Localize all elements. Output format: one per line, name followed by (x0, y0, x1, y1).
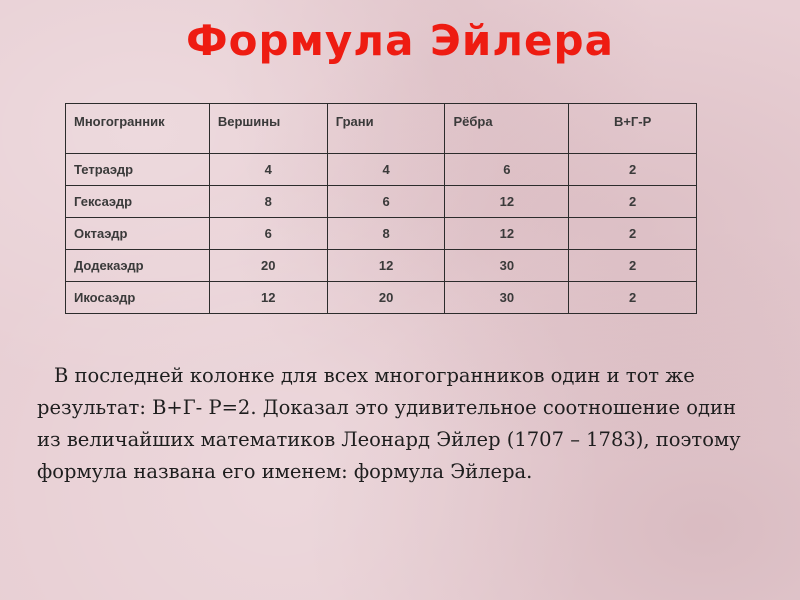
cell-vertices: 4 (209, 154, 327, 186)
cell-edges: 12 (445, 218, 569, 250)
cell-faces: 8 (327, 218, 445, 250)
table-body (66, 154, 697, 314)
cell-vertices: 12 (209, 282, 327, 314)
header-vertices: Вершины (209, 104, 327, 154)
cell-polyhedron: Додекаэдр (66, 250, 210, 282)
header-polyhedron: Многогранник (66, 104, 210, 154)
cell-polyhedron: Тетраэдр (66, 154, 210, 186)
header-euler-sum: В+Г-Р (569, 104, 697, 154)
table-row (66, 250, 697, 282)
header-edges: Рёбра (445, 104, 569, 154)
cell-euler-sum: 2 (569, 250, 697, 282)
table-row (66, 282, 697, 314)
cell-edges: 6 (445, 154, 569, 186)
header-faces: Грани (327, 104, 445, 154)
cell-edges: 30 (445, 282, 569, 314)
cell-euler-sum: 2 (569, 218, 697, 250)
euler-table (65, 103, 697, 314)
description-paragraph: В последней колонке для всех многогранников один и тот же результат: В+Г- Р=2. Доказал это удивительное соотношение один из величайших математиков Леонард Эйлер (1707 – 1783), поэтому формула названа его именем: формула Эйлера. (37, 364, 741, 483)
cell-faces: 12 (327, 250, 445, 282)
table-row (66, 186, 697, 218)
cell-edges: 12 (445, 186, 569, 218)
cell-euler-sum: 2 (569, 186, 697, 218)
cell-polyhedron: Октаэдр (66, 218, 210, 250)
slide-title: Формула Эйлера (186, 16, 614, 65)
table-row (66, 154, 697, 186)
cell-vertices: 20 (209, 250, 327, 282)
cell-euler-sum: 2 (569, 282, 697, 314)
table-header (66, 104, 697, 154)
cell-vertices: 8 (209, 186, 327, 218)
cell-euler-sum: 2 (569, 154, 697, 186)
table-row (66, 218, 697, 250)
cell-polyhedron: Гексаэдр (66, 186, 210, 218)
header-row (66, 104, 697, 154)
cell-edges: 30 (445, 250, 569, 282)
cell-faces: 20 (327, 282, 445, 314)
cell-faces: 6 (327, 186, 445, 218)
cell-faces: 4 (327, 154, 445, 186)
cell-vertices: 6 (209, 218, 327, 250)
cell-polyhedron: Икосаэдр (66, 282, 210, 314)
